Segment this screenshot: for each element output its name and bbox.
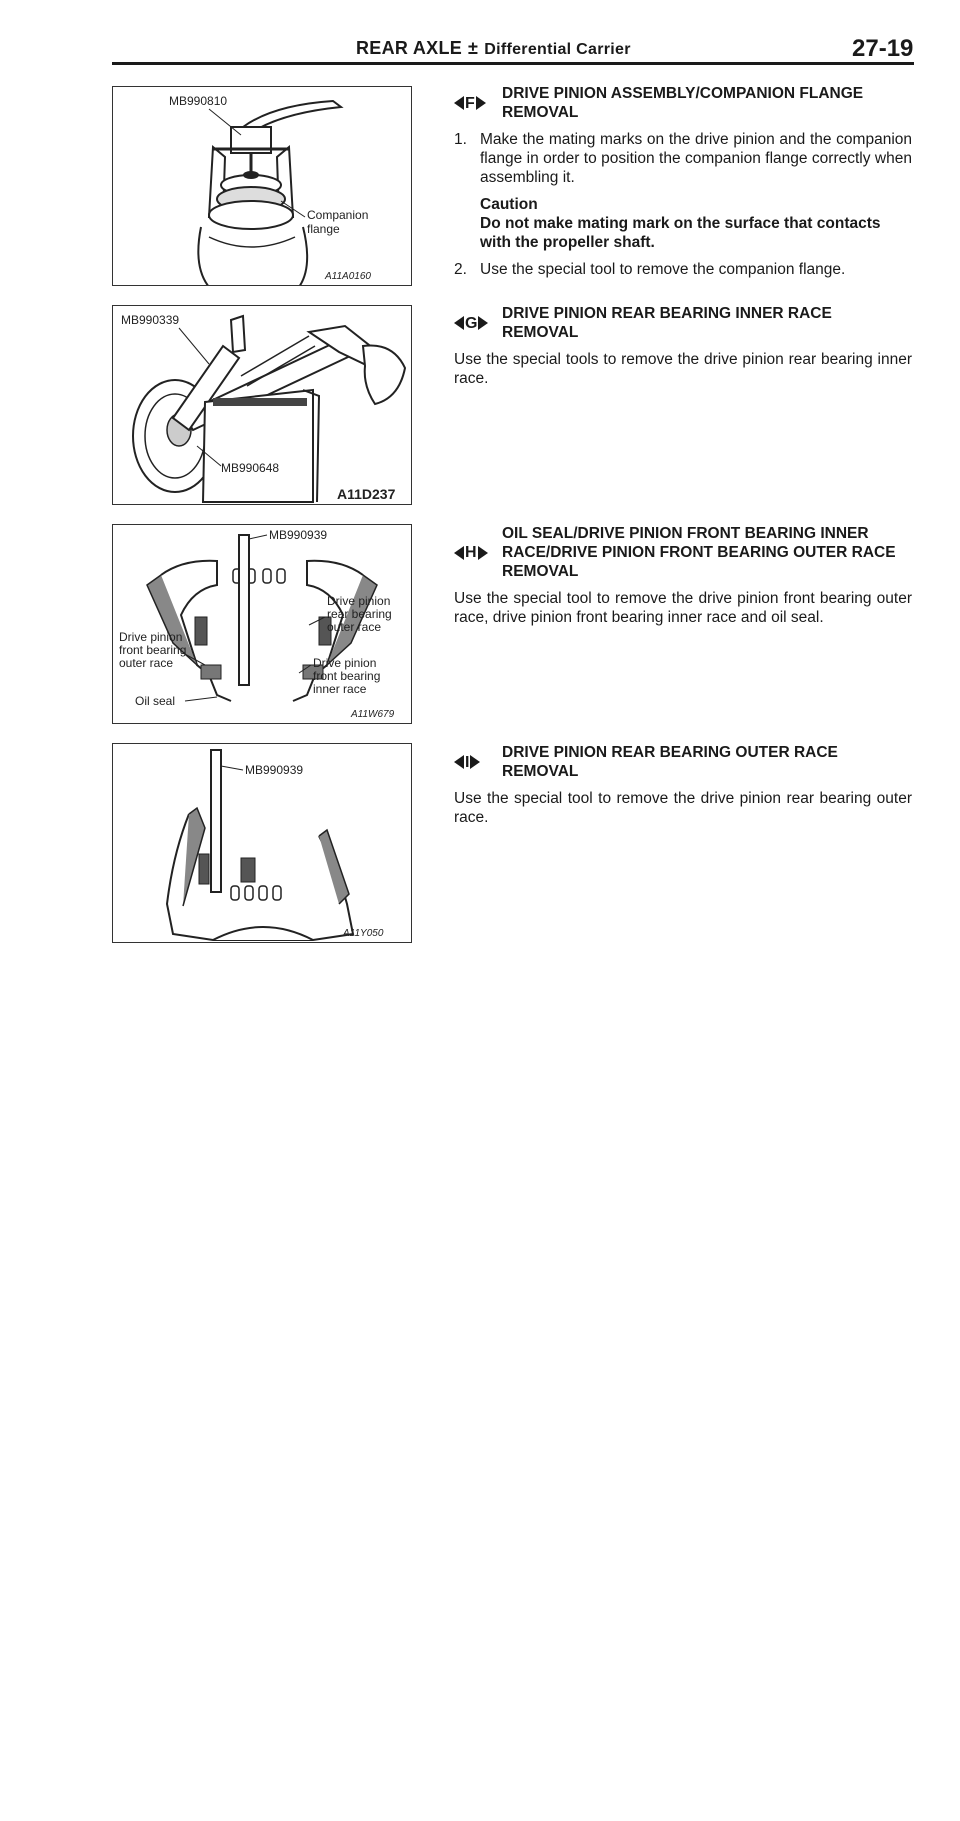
section-heading bbox=[454, 743, 912, 781]
section-heading bbox=[454, 524, 912, 581]
figure-companion-flange-removal bbox=[112, 86, 412, 286]
label-mb990810: MB990810 bbox=[169, 94, 228, 108]
triangle-right-icon bbox=[478, 316, 488, 330]
step-text: Make the mating marks on the drive pinion and the companion flange in order to position the companion flange correctly when assembling it. bbox=[480, 131, 912, 186]
triangle-left-icon bbox=[454, 546, 464, 560]
section-subtitle: Differential Carrier bbox=[484, 41, 631, 58]
label-drive-pinion-1: Drive pinion bbox=[327, 594, 391, 608]
figure-3-illustration bbox=[113, 525, 412, 724]
page-number: 27-19 bbox=[852, 35, 914, 62]
label-mb990939: MB990939 bbox=[245, 763, 304, 777]
section-body: Use the special tool to remove the drive pinion rear bearing outer race. bbox=[454, 790, 912, 826]
section-heading bbox=[454, 304, 912, 342]
triangle-left-icon bbox=[454, 755, 464, 769]
figure-rear-bearing-inner-race-removal bbox=[112, 305, 412, 505]
figure-code: A11W679 bbox=[351, 709, 395, 720]
label-outer-race-2: outer race bbox=[119, 656, 174, 670]
triangle-left-icon bbox=[454, 96, 464, 110]
figure-front-bearing-removal bbox=[112, 524, 412, 724]
step-number: 2. bbox=[454, 261, 467, 278]
figure-rear-bearing-outer-race-removal bbox=[112, 743, 412, 943]
triangle-right-icon bbox=[476, 96, 486, 110]
figure-1-illustration bbox=[113, 87, 412, 286]
section-h bbox=[454, 524, 912, 627]
figure-2-illustration bbox=[113, 306, 412, 505]
section-marker bbox=[454, 84, 502, 122]
title-separator: ± bbox=[468, 38, 479, 58]
label-front-bearing-2: front bearing bbox=[313, 669, 381, 683]
caution-text: Do not make mating mark on the surface that contacts with the propeller shaft. bbox=[480, 215, 881, 251]
step-item bbox=[454, 130, 912, 187]
figure-code: A11D237 bbox=[337, 486, 396, 502]
section-title: REAR AXLE bbox=[356, 38, 463, 58]
section-body: Use the special tool to remove the drive pinion front bearing outer race, drive pinion front bearing inner race and oil seal. bbox=[454, 590, 912, 626]
step-item bbox=[454, 260, 912, 279]
caution-label: Caution bbox=[480, 196, 538, 213]
section-g bbox=[454, 304, 912, 388]
label-mb990339: MB990339 bbox=[121, 313, 180, 327]
page-header-title bbox=[356, 38, 631, 59]
step-text: Use the special tool to remove the companion flange. bbox=[480, 261, 846, 278]
marker-letter: F bbox=[465, 94, 475, 112]
section-f bbox=[454, 84, 912, 279]
label-flange: flange bbox=[307, 222, 340, 236]
label-rear-bearing: rear bearing bbox=[327, 607, 392, 621]
step-number: 1. bbox=[454, 131, 467, 148]
marker-letter: G bbox=[465, 314, 478, 332]
label-companion: Companion bbox=[307, 208, 369, 222]
label-mb990648: MB990648 bbox=[221, 461, 280, 475]
section-i bbox=[454, 743, 912, 827]
section-title: OIL SEAL/DRIVE PINION FRONT BEARING INNER RACE/DRIVE PINION FRONT BEARING OUTER RACE REMOVAL bbox=[502, 525, 896, 580]
triangle-right-icon bbox=[470, 755, 480, 769]
triangle-left-icon bbox=[454, 316, 464, 330]
label-mb990939: MB990939 bbox=[269, 528, 328, 542]
label-front-bearing-1: front bearing bbox=[119, 643, 187, 657]
label-oil-seal: Oil seal bbox=[135, 694, 176, 708]
marker-letter: H bbox=[465, 544, 477, 561]
label-drive-pinion-2: Drive pinion bbox=[119, 630, 183, 644]
section-title: DRIVE PINION REAR BEARING OUTER RACE REMOVAL bbox=[502, 744, 838, 780]
section-marker bbox=[454, 743, 502, 781]
section-body: Use the special tools to remove the drive pinion rear bearing inner race. bbox=[454, 351, 912, 387]
section-title: DRIVE PINION ASSEMBLY/COMPANION FLANGE REMOVAL bbox=[502, 85, 864, 121]
label-drive-pinion-3: Drive pinion bbox=[313, 656, 377, 670]
label-inner-race: inner race bbox=[313, 682, 367, 696]
section-marker bbox=[454, 524, 502, 581]
section-title: DRIVE PINION REAR BEARING INNER RACE REMOVAL bbox=[502, 305, 832, 341]
marker-letter: I bbox=[465, 753, 470, 771]
figure-4-illustration bbox=[113, 744, 412, 943]
section-marker bbox=[454, 304, 502, 342]
figure-code: A11Y050 bbox=[343, 928, 384, 939]
section-heading bbox=[454, 84, 912, 122]
figure-code: A11A0160 bbox=[325, 271, 371, 282]
header-rule bbox=[112, 62, 914, 65]
label-outer-race-1: outer race bbox=[327, 620, 382, 634]
triangle-right-icon bbox=[478, 546, 488, 560]
